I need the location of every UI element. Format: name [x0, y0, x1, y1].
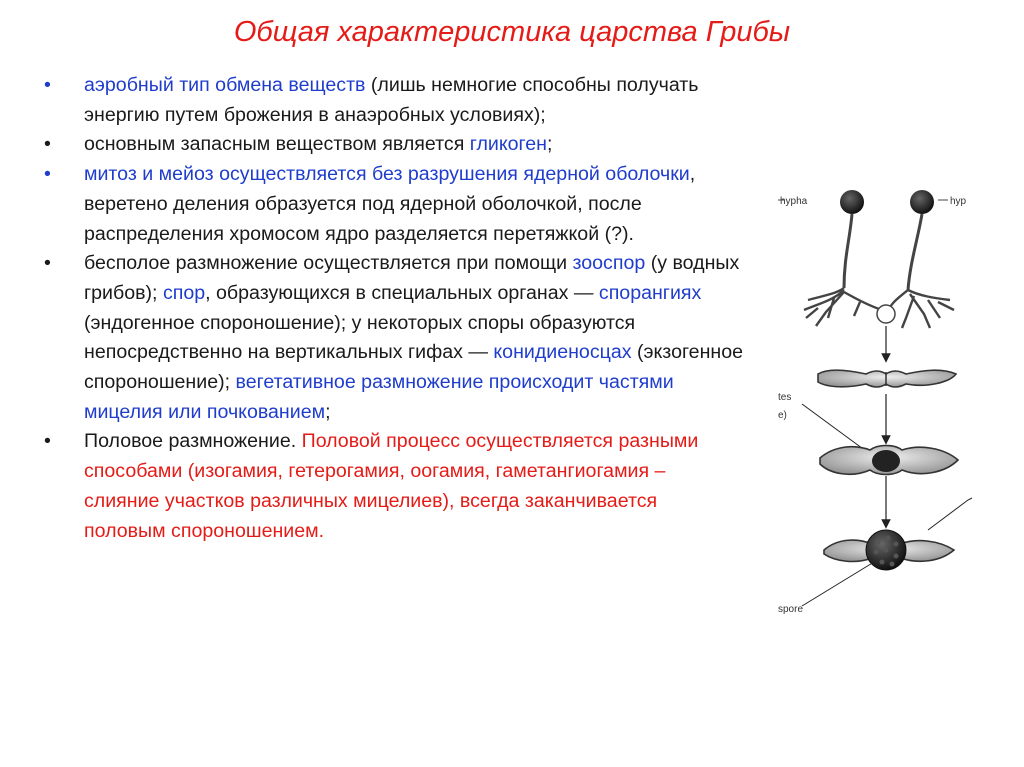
bullet-text-span: Половое размножение.	[84, 430, 302, 453]
zygomycete-conjugation-figure	[778, 178, 974, 618]
bullet-text-span: , веретено деления образуется под ядерной оболочкой, после распределения хромосом ядро разделяется перетяжкой (?).	[84, 163, 696, 245]
bullet-text-span: Половой процесс осуществляется разными способами (изогамия, гетерогамия, оогамия, гаметангиогамия – слияние участков различных мицелиев), всегда заканчивается половым спороношением.	[84, 430, 699, 542]
bullet-text-span: (лишь немногие способны получать энергию путем брожения в анаэробных условиях);	[84, 74, 699, 126]
bullet-text-span: конидиеносцах	[493, 341, 632, 364]
bullet-text-span: (эндогенное спороношение); у некоторых споры образуются непосредственно на вертикальных гифах —	[84, 311, 636, 364]
label-gametes-1: tes	[778, 392, 792, 403]
bullet-text-span: ;	[325, 400, 331, 423]
sporangium-right	[910, 190, 934, 214]
bullet-text-span: , образующихся в специальных органах —	[205, 281, 599, 304]
stage-gametangia-fusion	[820, 446, 958, 475]
sporangiophore-left	[844, 214, 852, 288]
bullet-marker: •	[44, 163, 51, 186]
bullet-list	[44, 71, 744, 546]
stage-zygospore	[778, 530, 954, 615]
bullet-text-span: митоз и мейоз осуществляется без разрушения ядерной оболочки	[84, 163, 690, 186]
bullet-text-span: зооспор	[572, 252, 646, 275]
bullet-item-asexual	[44, 249, 744, 427]
bullet-marker: •	[44, 74, 51, 96]
bullet-text-span: вегетативное размножение происходит частями мицелия или почкованием	[84, 371, 674, 423]
sporangium-left	[840, 190, 864, 214]
label-hypha-left: hypha	[780, 196, 808, 207]
bullet-text-span: бесполое размножение осуществляется при помощи	[84, 252, 573, 275]
bullet-text-span: гликоген	[469, 133, 547, 156]
bullet-text-span: спорангиях	[598, 281, 702, 304]
bullet-marker: •	[44, 133, 51, 156]
bullet-text-span: ;	[546, 133, 553, 156]
bullet-item-glycogen	[44, 130, 744, 160]
label-spore: spore	[778, 604, 804, 615]
label-pointer-spore	[802, 562, 874, 606]
label-hypha-right: hyp	[950, 196, 967, 207]
contact-point	[877, 305, 895, 323]
bullet-item-aerobic	[44, 71, 744, 130]
bullet-item-mitosis	[44, 160, 744, 249]
bullet-marker: •	[44, 430, 51, 453]
bullet-text-span: аэробный тип обмена веществ	[84, 74, 366, 96]
sporangiophore-right	[908, 214, 922, 290]
stage-progametangia	[778, 370, 956, 421]
label-gametes-2: e)	[778, 410, 787, 421]
bullet-marker: •	[44, 252, 51, 275]
label-pointer-zygo	[928, 498, 972, 530]
mycelium-right	[888, 290, 954, 328]
mycelium-left	[804, 288, 882, 326]
bullet-text-span: основным запасным веществом является	[84, 133, 470, 156]
bullet-text-span: спор	[162, 281, 206, 304]
stage-hyphae	[778, 190, 967, 328]
bullet-text-span: (экзогенное спороношение);	[84, 341, 744, 394]
bullet-item-sexual	[44, 427, 744, 546]
slide-title: Общая характеристика царства Грибы	[233, 16, 791, 48]
bullet-text-span: (у водных грибов);	[84, 252, 740, 304]
